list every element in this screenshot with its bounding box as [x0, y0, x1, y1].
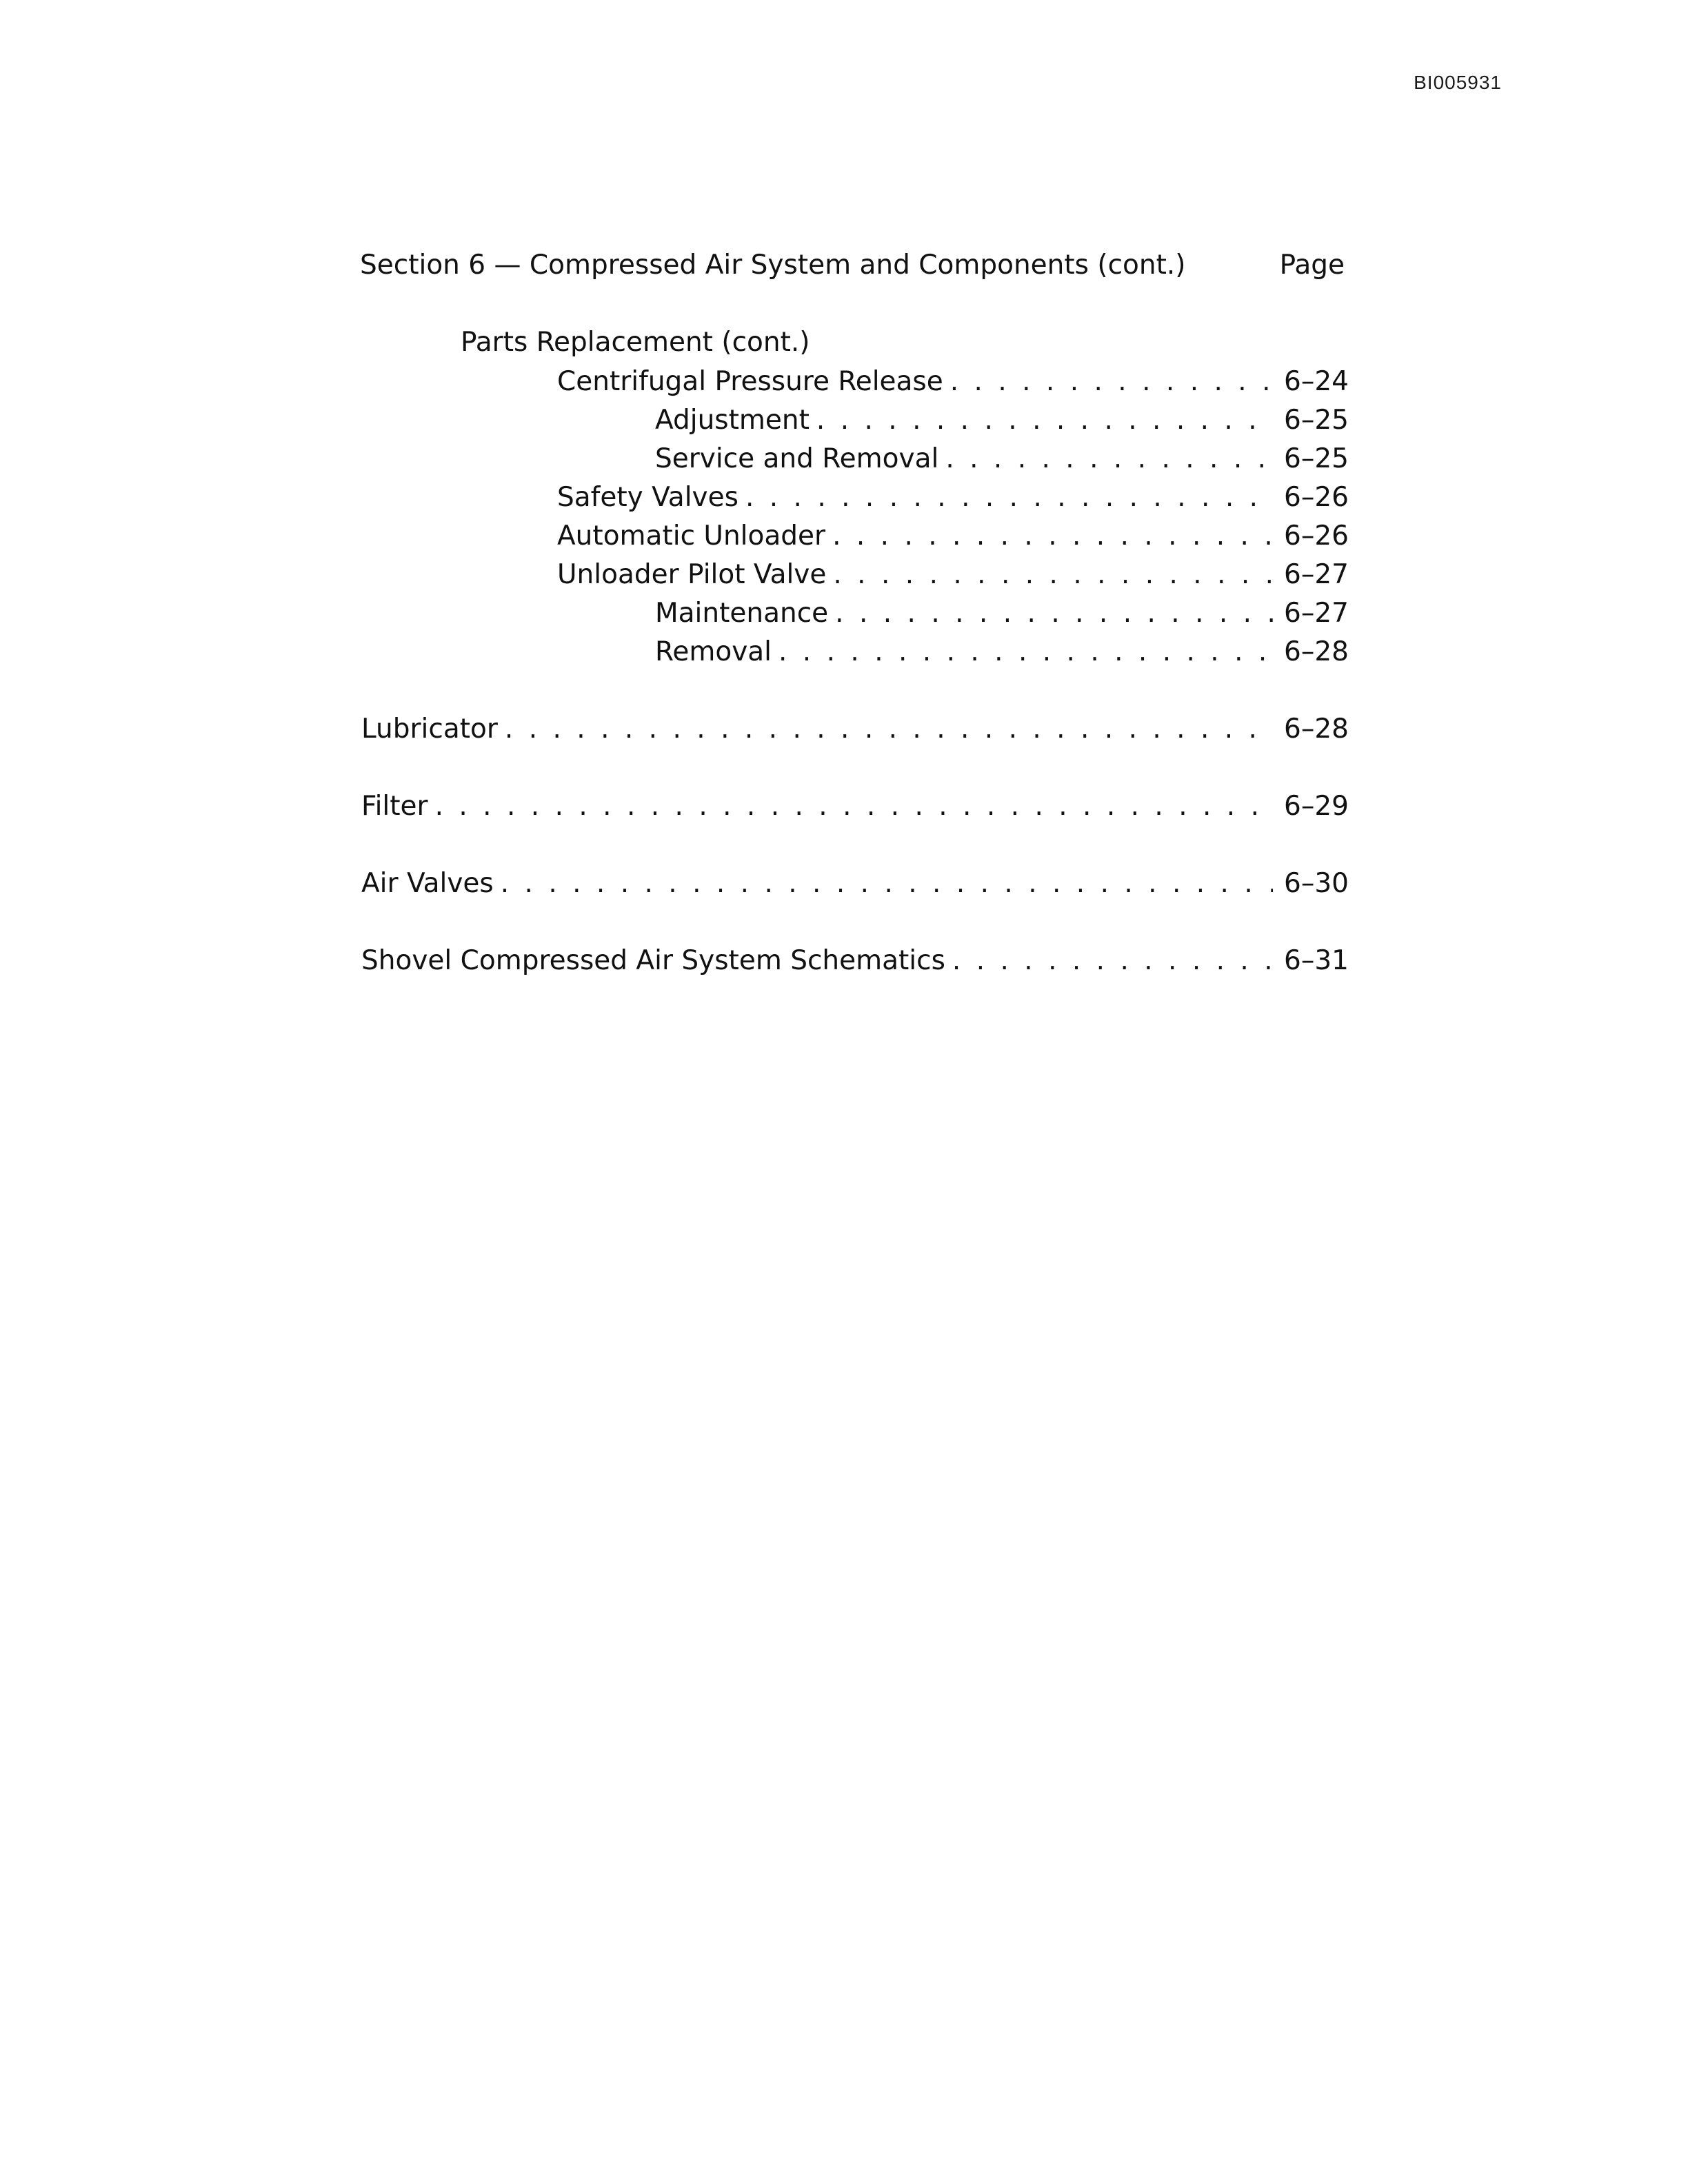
toc-entry	[360, 363, 1349, 401]
toc-entry	[360, 594, 1349, 633]
toc-entry	[360, 942, 1349, 980]
toc-entry-page: 6–25	[1284, 405, 1349, 436]
toc-entry-title: Shovel Compressed Air System Schematics	[361, 945, 945, 976]
document-id: BI005931	[1414, 72, 1502, 93]
toc-entry	[360, 440, 1349, 478]
toc-entry-title: Adjustment	[655, 405, 810, 436]
toc-entry	[360, 556, 1349, 594]
toc-entry-page: 6–31	[1284, 945, 1349, 976]
toc-entry-page: 6–24	[1284, 366, 1349, 397]
dot-leader	[952, 942, 1273, 980]
dot-leader	[778, 633, 1273, 671]
toc-entry-page: 6–28	[1284, 714, 1349, 745]
page-column-label: Page	[1279, 250, 1345, 281]
toc-entry-title: Safety Valves	[557, 482, 738, 513]
section-title: Section 6 — Compressed Air System and Components (cont.)	[360, 250, 1186, 281]
dot-leader	[745, 478, 1273, 517]
dot-leader	[435, 787, 1273, 826]
toc-entry	[360, 478, 1349, 517]
toc-entry-page: 6–30	[1284, 868, 1349, 899]
toc-entry-title: Maintenance	[655, 598, 829, 629]
toc-list	[360, 363, 1349, 980]
toc-entry-title: Removal	[655, 636, 772, 667]
toc-sub-heading: Parts Replacement (cont.)	[461, 327, 810, 358]
toc-entry-page: 6–28	[1284, 636, 1349, 667]
toc-entry-page: 6–27	[1284, 559, 1349, 590]
toc-entry	[360, 401, 1349, 440]
dot-leader	[833, 556, 1273, 594]
toc-entry-title: Unloader Pilot Valve	[557, 559, 827, 590]
toc-entry-page: 6–26	[1284, 482, 1349, 513]
toc-entry-title: Filter	[361, 791, 428, 822]
toc-entry-title: Service and Removal	[655, 443, 939, 474]
toc-entry-title: Air Valves	[361, 868, 494, 899]
dot-leader	[945, 440, 1273, 478]
dot-leader	[832, 517, 1273, 556]
toc-entry	[360, 865, 1349, 903]
toc-entry	[360, 710, 1349, 749]
dot-leader	[950, 363, 1273, 401]
toc-entry	[360, 517, 1349, 556]
toc-entry-page: 6–26	[1284, 520, 1349, 552]
dot-leader	[835, 594, 1273, 633]
toc-entry-page: 6–27	[1284, 598, 1349, 629]
dot-leader	[501, 865, 1273, 903]
toc-entry	[360, 787, 1349, 826]
dot-leader	[816, 401, 1273, 440]
toc-entry-page: 6–25	[1284, 443, 1349, 474]
toc-entry-page: 6–29	[1284, 791, 1349, 822]
dot-leader	[505, 710, 1273, 749]
toc-entry-title: Automatic Unloader	[557, 520, 826, 552]
toc-header	[360, 250, 1347, 281]
toc-entry-title: Centrifugal Pressure Release	[557, 366, 943, 397]
toc-entry-title: Lubricator	[361, 714, 498, 745]
toc-entry	[360, 633, 1349, 671]
